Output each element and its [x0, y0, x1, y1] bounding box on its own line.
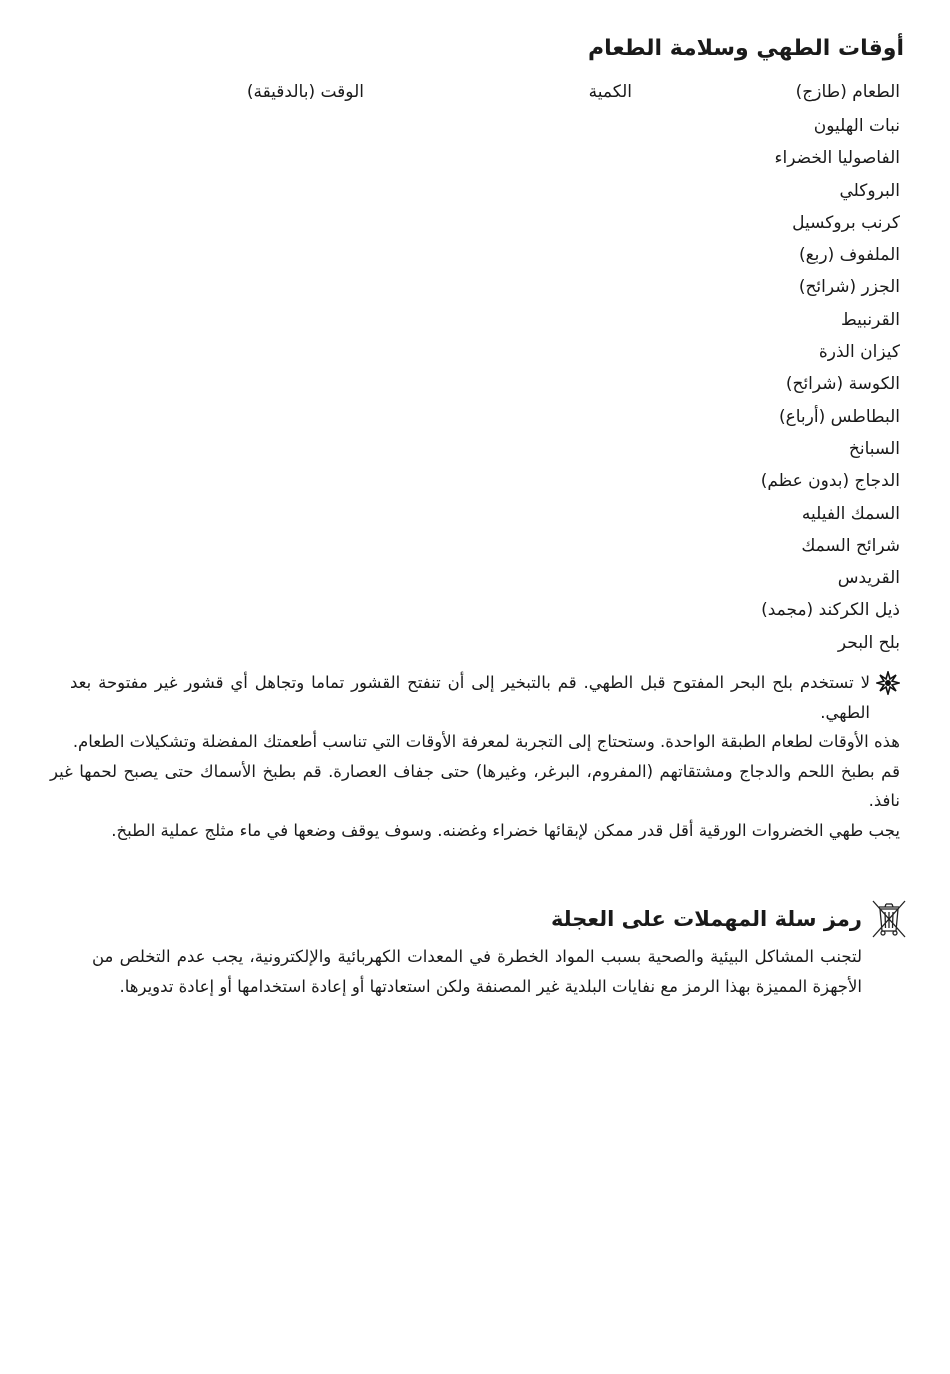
note-text: لا تستخدم بلح البحر المفتوح قبل الطهي. قم بالتبخير إلى أن تنفتح القشور تماما وتجاهل أي قشور غير مفتوحة بعد الطهي.	[70, 673, 870, 722]
food-item: الفاصوليا الخضراء	[774, 148, 900, 169]
food-item: السمك الفيليه	[801, 503, 900, 524]
food-item: بلح البحر	[837, 632, 900, 653]
food-item: كرنب بروكسيل	[792, 212, 900, 233]
weee-section	[92, 896, 908, 1002]
note-greens: يجب طهي الخضروات الورقية أقل قدر ممكن لإبقائها خضراء وغضنه. وسوف يوقف وضعها في ماء مثلج عملية الطبخ.	[111, 820, 900, 840]
notes	[50, 668, 900, 845]
food-item: الجزر (شرائح)	[798, 277, 900, 298]
header-time: الوقت (بالدقيقة)	[246, 82, 364, 102]
food-item: الدجاج (بدون عظم)	[760, 471, 900, 492]
note-single-layer: هذه الأوقات لطعام الطبقة الواحدة. وستحتاج إلى التجربة لمعرفة الأوقات التي تناسب أطعمتك المفضلة وتشكيلات الطعام.	[72, 732, 900, 751]
food-item: نبات الهليون	[813, 116, 900, 136]
food-item: البروكلي	[839, 180, 900, 201]
food-item: القريدس	[837, 568, 900, 589]
food-item: شرائح السمك	[801, 535, 900, 556]
food-list	[761, 110, 900, 659]
food-item: الملفوف (ربع)	[798, 245, 900, 266]
note-meat: قم بطبخ اللحم والدجاج ومشتقاتهم (المفروم، البرغر، وغيرها) حتى جفاف العصارة. قم بطبخ الأسماك حتى يصبح لحمها غير نافذ.	[50, 761, 900, 810]
food-item: القرنبيط	[840, 309, 900, 330]
food-item: الكوسة (شرائح)	[785, 374, 900, 395]
header-quantity: الكمية	[588, 82, 632, 102]
star-burst-icon	[876, 671, 900, 695]
crossed-out-wheelie-bin-icon	[870, 897, 908, 941]
food-item: السبانخ	[848, 438, 900, 459]
food-item: كيزان الذرة	[818, 342, 900, 363]
weee-body: لتجنب المشاكل البيئية والصحية بسبب المواد الخطرة في المعدات الكهربائية والإلكترونية، يجب عدم التخلص من الأجهزة المميزة بهذا الرمز مع نفايات البلدية غير المصنفة ولكن استعادتها أو إعادة استخدامها أو إعادة تدويرها.	[92, 947, 862, 996]
page-title: أوقات الطهي وسلامة الطعام	[588, 36, 904, 61]
mussels-warning	[50, 668, 900, 727]
header-food: الطعام (طازج)	[795, 82, 900, 102]
food-item: البطاطس (أرباع)	[778, 406, 900, 427]
food-item: ذيل الكركند (مجمد)	[761, 600, 900, 621]
weee-title: رمز سلة المهملات على العجلة	[550, 907, 862, 931]
weee-heading	[92, 896, 908, 942]
